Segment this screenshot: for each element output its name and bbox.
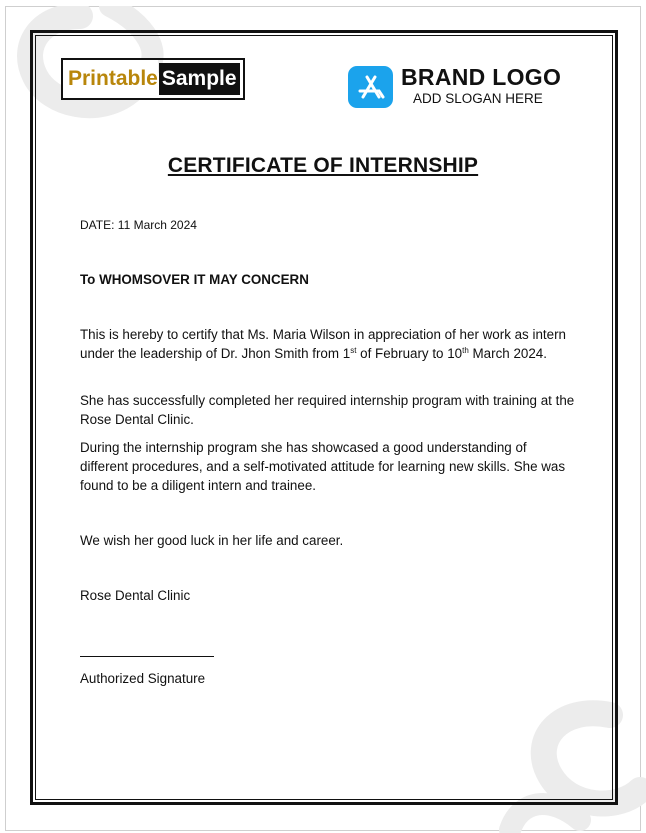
paragraph-wishes: We wish her good luck in her life and career. <box>80 533 344 548</box>
certificate-title: CERTIFICATE OF INTERNSHIP <box>167 154 479 177</box>
certificate-date: DATE: 11 March 2024 <box>80 218 197 232</box>
signature-line <box>80 656 214 657</box>
para1-part1: This is hereby to certify that Ms. Maria Wilson in appreciation of her work as intern under the leadership of Dr. Jhon Smith from 1 <box>80 327 566 361</box>
paragraph-performance: During the internship program she has showcased a good understanding of different procedures, and a self-motivated attitude for learning new skills. She was found to be a diligent intern and trainee. <box>80 440 566 493</box>
brand-slogan: ADD SLOGAN HERE <box>413 91 543 106</box>
para1-part2: of February to 10 <box>356 346 463 361</box>
app-store-icon <box>348 66 393 108</box>
para1-part3: March 2024. <box>468 346 547 361</box>
brand-logo-title: BRAND LOGO <box>401 64 562 90</box>
paragraph-completion: She has successfully completed her required internship program with training at the Rose Dental Clinic. <box>80 393 575 427</box>
signature-label: Authorized Signature <box>80 671 206 686</box>
organization-name: Rose Dental Clinic <box>80 588 191 603</box>
salutation: To WHOMSOVER IT MAY CONCERN <box>80 272 309 287</box>
printable-sample-logo <box>61 58 245 100</box>
logo-text-printable: Printable <box>63 60 158 98</box>
para1-sup1: st <box>350 346 357 355</box>
logo-text-sample: Sample <box>159 63 240 95</box>
para1-sup2: th <box>462 346 469 355</box>
paragraph-certification <box>80 325 575 363</box>
